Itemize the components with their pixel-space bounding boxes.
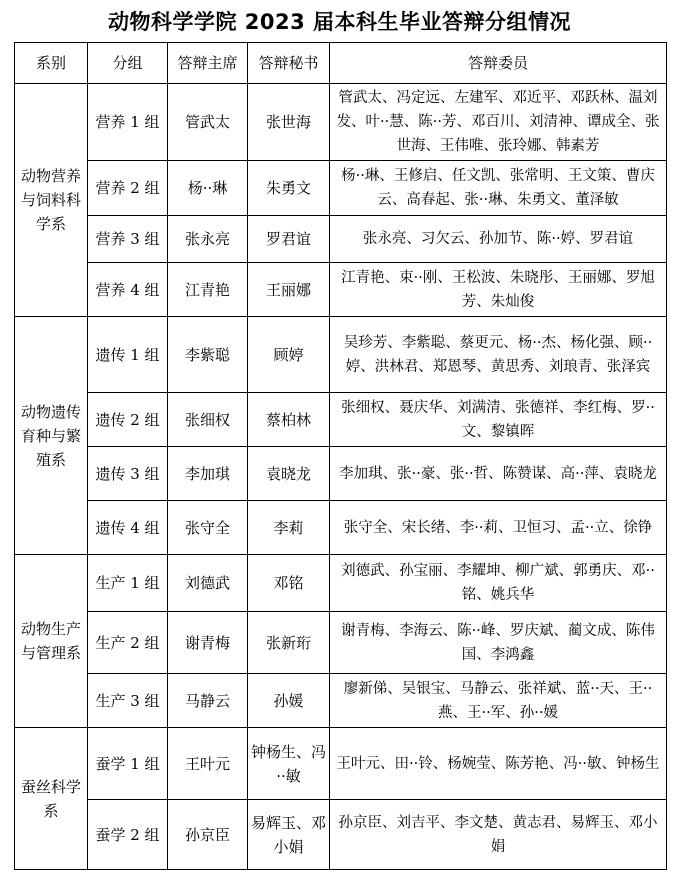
chair-cell: 江青艳	[168, 263, 248, 317]
table-row	[15, 84, 667, 161]
table-row	[15, 800, 667, 870]
table-row	[15, 263, 667, 317]
table-row	[15, 317, 667, 393]
group-cell: 遗传 4 组	[88, 501, 168, 555]
group-cell: 生产 1 组	[88, 555, 168, 612]
group-cell: 营养 1 组	[88, 84, 168, 161]
chair-cell: 王叶元	[168, 728, 248, 800]
header-chair: 答辩主席	[168, 43, 248, 84]
secretary-cell: 李莉	[248, 501, 330, 555]
secretary-cell: 钟杨生、冯··敏	[248, 728, 330, 800]
table-row	[15, 216, 667, 263]
table-row	[15, 447, 667, 501]
page-title: 动物科学学院 2023 届本科生毕业答辩分组情况	[107, 10, 572, 34]
members-cell: 张守全、宋长绪、李··莉、卫恒习、孟··立、徐铮	[330, 501, 667, 555]
header-group: 分组	[88, 43, 168, 84]
header-dept: 系别	[15, 43, 88, 84]
members-cell: 孙京臣、刘吉平、李文楚、黄志君、易辉玉、邓小娟	[330, 800, 667, 870]
secretary-cell: 孙媛	[248, 674, 330, 728]
dept-cell: 动物遗传育种与繁殖系	[15, 317, 88, 555]
chair-cell: 李紫聪	[168, 317, 248, 393]
defense-group-table	[14, 42, 667, 870]
table-header-row	[15, 43, 667, 84]
members-cell: 江青艳、束··刚、王松波、朱晓彤、王丽娜、罗旭芳、朱灿俊	[330, 263, 667, 317]
members-cell: 谢青梅、李海云、陈··峰、罗庆斌、蔺文成、陈伟国、李鸿鑫	[330, 612, 667, 674]
secretary-cell: 袁晓龙	[248, 447, 330, 501]
table-row	[15, 555, 667, 612]
secretary-cell: 邓铭	[248, 555, 330, 612]
secretary-cell: 张世海	[248, 84, 330, 161]
table-row	[15, 393, 667, 447]
table-row	[15, 728, 667, 800]
dept-cell: 动物生产与管理系	[15, 555, 88, 728]
dept-cell: 动物营养与饲料科学系	[15, 84, 88, 317]
header-secretary: 答辩秘书	[248, 43, 330, 84]
group-cell: 遗传 3 组	[88, 447, 168, 501]
members-cell: 廖新俤、吴银宝、马静云、张祥斌、蓝··天、王··燕、王··军、孙··媛	[330, 674, 667, 728]
table-row	[15, 612, 667, 674]
dept-cell: 蚕丝科学系	[15, 728, 88, 870]
group-cell: 蚕学 1 组	[88, 728, 168, 800]
chair-cell: 李加琪	[168, 447, 248, 501]
chair-cell: 谢青梅	[168, 612, 248, 674]
group-cell: 营养 3 组	[88, 216, 168, 263]
chair-cell: 张细权	[168, 393, 248, 447]
chair-cell: 杨··琳	[168, 161, 248, 216]
secretary-cell: 张新珩	[248, 612, 330, 674]
chair-cell: 刘德武	[168, 555, 248, 612]
group-cell: 营养 2 组	[88, 161, 168, 216]
members-cell: 张永亮、习欠云、孙加节、陈··婷、罗君谊	[330, 216, 667, 263]
group-cell: 营养 4 组	[88, 263, 168, 317]
chair-cell: 张守全	[168, 501, 248, 555]
members-cell: 管武太、冯定远、左建军、邓近平、邓跃林、温刘发、叶··慧、陈··芳、邓百川、刘清神、谭成全、张世海、王伟唯、张玲娜、韩素芳	[330, 84, 667, 161]
chair-cell: 管武太	[168, 84, 248, 161]
secretary-cell: 顾婷	[248, 317, 330, 393]
group-cell: 生产 3 组	[88, 674, 168, 728]
secretary-cell: 王丽娜	[248, 263, 330, 317]
group-cell: 遗传 1 组	[88, 317, 168, 393]
table-row	[15, 161, 667, 216]
table-row	[15, 674, 667, 728]
chair-cell: 马静云	[168, 674, 248, 728]
members-cell: 王叶元、田··铃、杨婉莹、陈芳艳、冯··敏、钟杨生	[330, 728, 667, 800]
members-cell: 吴珍芳、李紫聪、蔡更元、杨··杰、杨化强、顾··婷、洪林君、郑恩琴、黄思秀、刘琅青、张泽宾	[330, 317, 667, 393]
chair-cell: 张永亮	[168, 216, 248, 263]
members-cell: 刘德武、孙宝丽、李耀坤、柳广斌、郭勇庆、邓··铭、姚兵华	[330, 555, 667, 612]
secretary-cell: 罗君谊	[248, 216, 330, 263]
group-cell: 生产 2 组	[88, 612, 168, 674]
members-cell: 杨··琳、王修启、任文凯、张常明、王文策、曹庆云、高春起、张··琳、朱勇文、董泽敏	[330, 161, 667, 216]
secretary-cell: 易辉玉、邓小娟	[248, 800, 330, 870]
group-cell: 遗传 2 组	[88, 393, 168, 447]
header-members: 答辩委员	[330, 43, 667, 84]
secretary-cell: 朱勇文	[248, 161, 330, 216]
table-row	[15, 501, 667, 555]
group-cell: 蚕学 2 组	[88, 800, 168, 870]
members-cell: 张细权、聂庆华、刘满清、张德祥、李红梅、罗··文、黎镇晖	[330, 393, 667, 447]
chair-cell: 孙京臣	[168, 800, 248, 870]
secretary-cell: 蔡柏林	[248, 393, 330, 447]
members-cell: 李加琪、张··豪、张··哲、陈赞谋、高··萍、袁晓龙	[330, 447, 667, 501]
